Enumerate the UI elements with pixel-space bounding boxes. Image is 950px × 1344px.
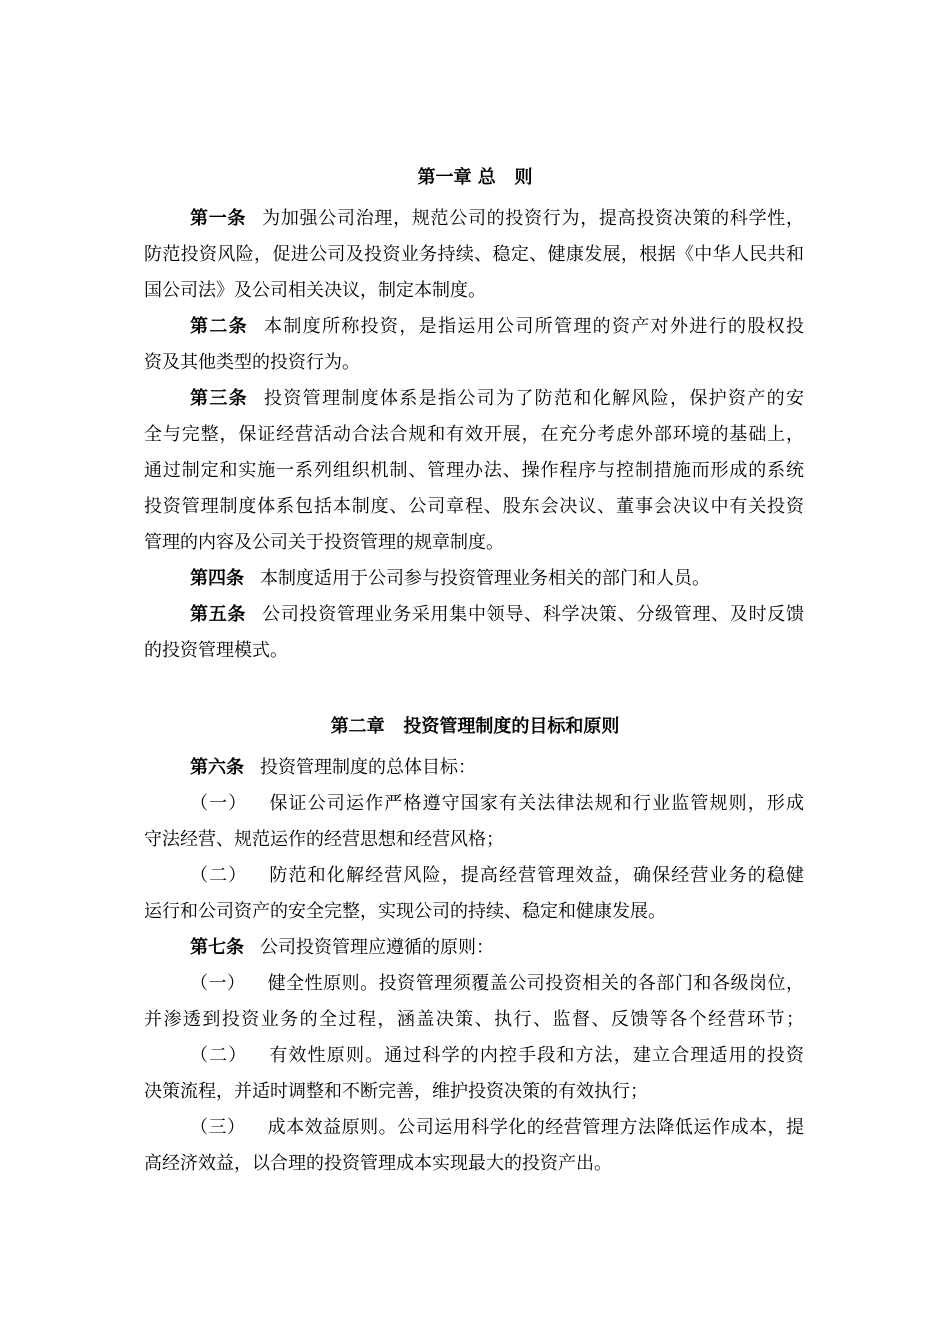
goal-1-line-2: 守法经营、规范运作的经营思想和经营风格；	[144, 829, 504, 850]
article-7-line-1: 第七条 公司投资管理应遵循的原则：	[190, 937, 494, 958]
principle-1-line-2: 并渗透到投资业务的全过程，涵盖决策、执行、监督、反馈等各个经营环节；	[144, 1009, 804, 1030]
item-number: （二）	[190, 865, 248, 886]
article-1-line-2: 防范投资风险，促进公司及投资业务持续、稳定、健康发展，根据《中华人民共和	[144, 244, 804, 265]
principle-3-line-1: （三） 成本效益原则。公司运用科学化的经营管理方法降低运作成本，提	[190, 1117, 805, 1138]
item-number: （一）	[190, 973, 246, 994]
goal-2-line-1: （二） 防范和化解经营风险，提高经营管理效益，确保经营业务的稳健	[190, 865, 805, 886]
article-1-line-3: 国公司法》及公司相关决议，制定本制度。	[144, 280, 486, 301]
goal-2-line-2: 运行和公司资产的安全完整，实现公司的持续、稳定和健康发展。	[144, 901, 666, 922]
article-label: 第二条	[190, 316, 248, 337]
article-label: 第一条	[190, 208, 247, 229]
principle-2-line-1: （二） 有效性原则。通过科学的内控手段和方法，建立合理适用的投资	[190, 1045, 805, 1066]
article-6-line-1: 第六条 投资管理制度的总体目标：	[190, 757, 476, 778]
article-4-line-1: 第四条 本制度适用于公司参与投资管理业务相关的部门和人员。	[190, 568, 710, 589]
article-label: 第三条	[190, 388, 248, 409]
item-number: （二）	[190, 1045, 248, 1066]
principle-1-line-1: （一） 健全性原则。投资管理须覆盖公司投资相关的各部门和各级岗位，	[190, 973, 805, 994]
article-2-line-1: 第二条 本制度所称投资，是指运用公司所管理的资产对外进行的股权投	[190, 316, 804, 337]
article-2-line-2: 资及其他类型的投资行为。	[144, 352, 360, 373]
article-label: 第四条	[190, 568, 244, 589]
article-5-line-1: 第五条 公司投资管理业务采用集中领导、科学决策、分级管理、及时反馈	[190, 604, 805, 625]
principle-3-line-2: 高经济效益，以合理的投资管理成本实现最大的投资产出。	[144, 1153, 612, 1174]
article-label: 第五条	[190, 604, 247, 625]
article-3-line-5: 管理的内容及公司关于投资管理的规章制度。	[144, 532, 504, 553]
principle-2-line-2: 决策流程，并适时调整和不断完善，维护投资决策的有效执行；	[144, 1081, 648, 1102]
article-3-line-4: 投资管理制度体系包括本制度、公司章程、股东会决议、董事会决议中有关投资	[144, 496, 804, 517]
item-number: （一）	[190, 793, 248, 814]
article-3-line-2: 全与完整，保证经营活动合法合规和有效开展，在充分考虑外部环境的基础上，	[144, 424, 804, 445]
item-number: （三）	[190, 1117, 246, 1138]
article-label: 第六条	[190, 757, 244, 778]
article-label: 第七条	[190, 937, 244, 958]
chapter-1-title: 第一章 总 则	[417, 167, 533, 188]
article-3-line-1: 第三条 投资管理制度体系是指公司为了防范和化解风险，保护资产的安	[190, 388, 804, 409]
article-3-line-3: 通过制定和实施一系列组织机制、管理办法、操作程序与控制措施而形成的系统	[144, 460, 804, 481]
goal-1-line-1: （一） 保证公司运作严格遵守国家有关法律法规和行业监管规则，形成	[190, 793, 805, 814]
article-1-line-1: 第一条 为加强公司治理，规范公司的投资行为，提高投资决策的科学性，	[190, 208, 805, 229]
chapter-2-title: 第二章 投资管理制度的目标和原则	[330, 716, 620, 737]
article-5-line-2: 的投资管理模式。	[144, 640, 288, 661]
